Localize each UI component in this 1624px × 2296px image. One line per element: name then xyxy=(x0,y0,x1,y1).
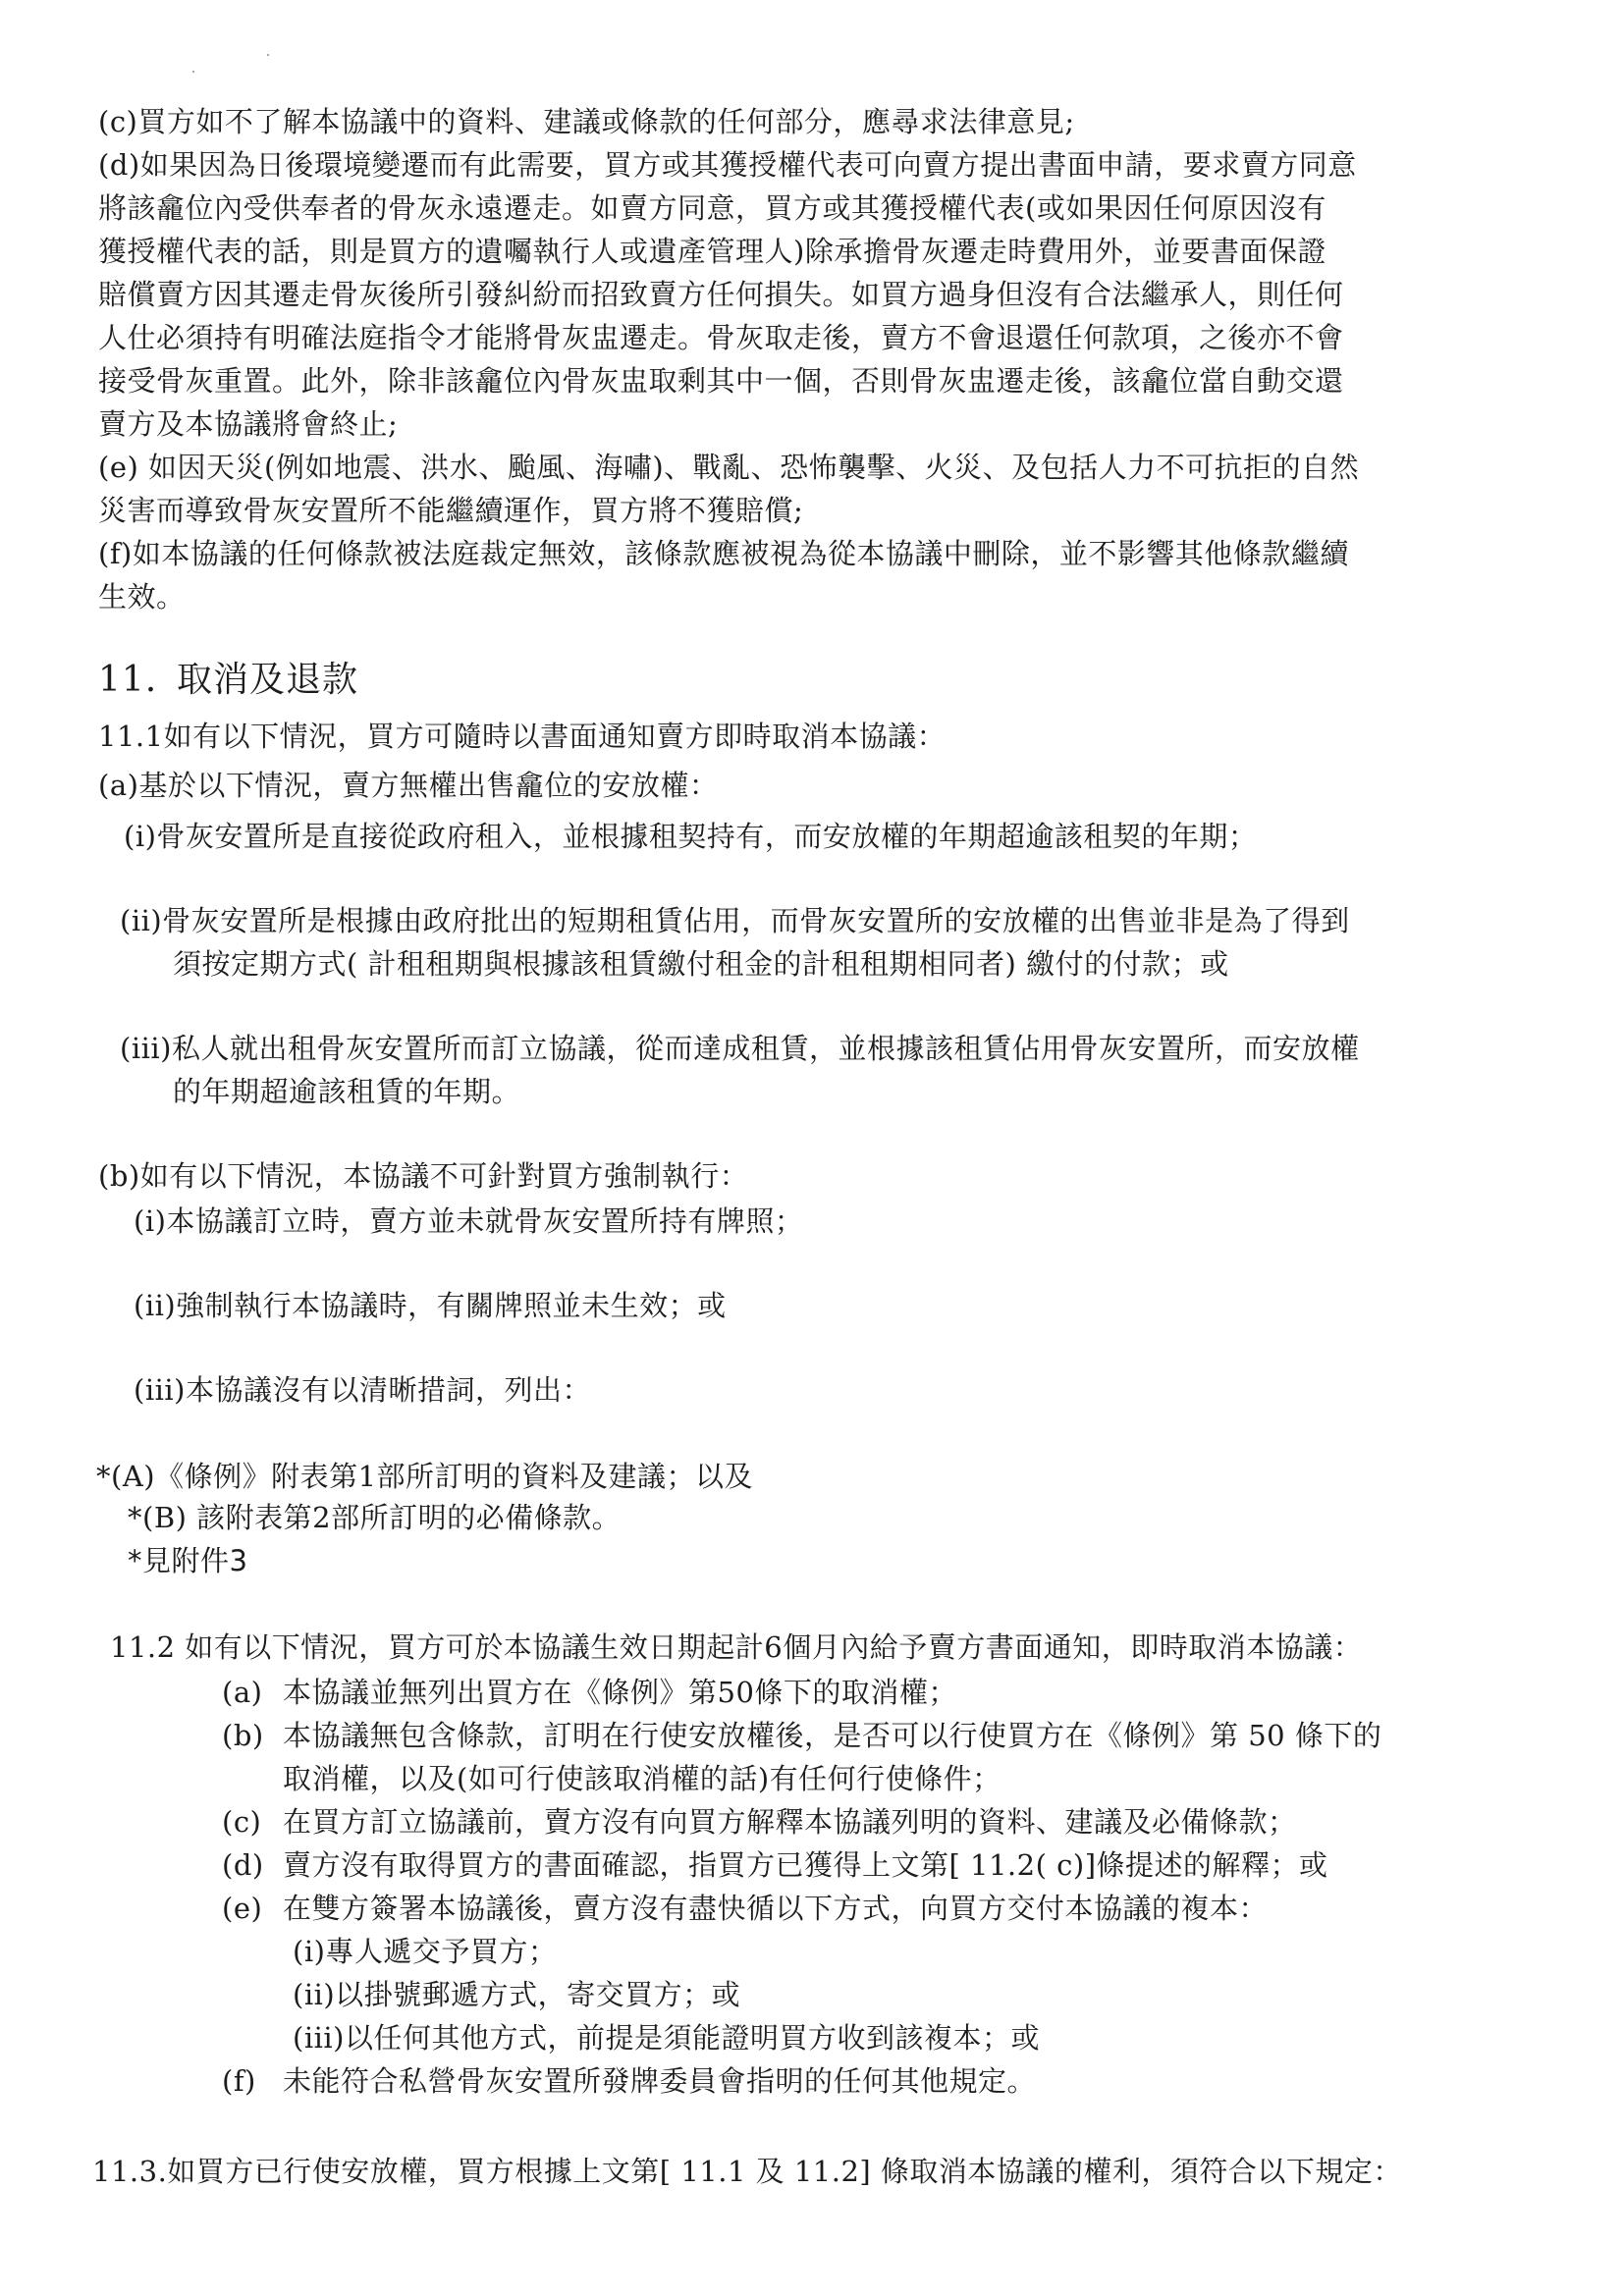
clause-10d-line: 賣方及本協議將會終止; xyxy=(98,407,399,441)
clause-10d-line: (d)如果因為日後環境變遷而有此需要，買方或其獲授權代表可向賣方提出書面申請，要求賣方同意 xyxy=(98,148,1357,182)
item-text: 未能符合私營骨灰安置所發牌委員會指明的任何其他規定。 xyxy=(283,2064,1037,2098)
clause-11-1-intro: 11.1如有以下情況，買方可隨時以書面通知賣方即時取消本協議： xyxy=(98,720,947,753)
clause-10e-line: 災害而導致骨灰安置所不能繼續運作，買方將不獲賠償; xyxy=(98,494,804,527)
clause-10d-line: 接受骨灰重置。此外，除非該龕位內骨灰盅取剩其中一個，否則骨灰盅遷走後，該龕位當自動交還 xyxy=(98,364,1344,398)
clause-11-1a-i: (i)骨灰安置所是直接從政府租入，並根據租契持有，而安放權的年期超逾該租契的年期； xyxy=(124,820,1258,853)
item-mark: (f) xyxy=(222,2064,256,2098)
clause-11-1a-iii-cont: 的年期超逾該租賃的年期。 xyxy=(173,1075,521,1108)
clause-11-1a-intro: (a)基於以下情況，賣方無權出售龕位的安放權： xyxy=(98,769,719,802)
clause-10d-line: 將該龕位內受供奉者的骨灰永遠遷走。如賣方同意，買方或其獲授權代表(或如果因任何原因沒有 xyxy=(98,191,1326,225)
annex-note: *見附件3 xyxy=(128,1544,248,1577)
clause-11-3-intro: 11.3.如買方已行使安放權，買方根據上文第[ 11.1 及 11.2] 條取消本協議的權利，須符合以下規定： xyxy=(92,2155,1402,2188)
section-number: 11. xyxy=(98,660,158,700)
clause-10d-line: 人仕必須持有明確法庭指令才能將骨灰盅遷走。骨灰取走後，賣方不會退還任何款項，之後亦不會 xyxy=(98,321,1344,354)
clause-10f-line: 生效。 xyxy=(98,580,186,614)
clause-11-2a xyxy=(222,1671,957,1714)
clause-11-1b-intro: (b)如有以下情況，本協議不可針對買方強制執行： xyxy=(98,1159,749,1193)
clause-10c: (c)買方如不了解本協議中的資料、建議或條款的任何部分，應尋求法律意見; xyxy=(98,105,1075,138)
clause-11-2b xyxy=(222,1714,1381,1757)
item-text: 本協議無包含條款，訂明在行使安放權後，是否可以行使買方在《條例》第 50 條下的 xyxy=(283,1719,1382,1752)
clause-11-2e-iii: (iii)以任何其他方式，前提是須能證明買方收到該複本；或 xyxy=(293,2021,1040,2055)
item-text: 在買方訂立協議前，賣方沒有向買方解釋本協議列明的資料、建議及必備條款； xyxy=(283,1805,1297,1839)
clause-11-2f xyxy=(222,2059,1036,2103)
clause-11-1b-i: (i)本協議訂立時，賣方並未就骨灰安置所持有牌照； xyxy=(134,1204,804,1238)
scan-speck xyxy=(267,54,269,56)
clause-11-2e-ii: (ii)以掛號郵遞方式，寄交買方；或 xyxy=(293,1978,741,2011)
clause-11-1b-ii: (ii)強制執行本協議時，有關牌照並未生效；或 xyxy=(134,1289,727,1322)
section-11-heading xyxy=(98,656,358,705)
item-text: 本協議並無列出買方在《條例》第50條下的取消權； xyxy=(283,1676,957,1709)
clause-10d-line: 獲授權代表的話，則是買方的遺囑執行人或遺產管理人)除承擔骨灰遷走時費用外，並要書面保證 xyxy=(98,235,1326,268)
item-mark: (c) xyxy=(222,1805,262,1839)
clause-11-1a-ii-cont: 須按定期方式( 計租租期與根據該租賃繳付租金的計租租期相同者) 繳付的付款；或 xyxy=(173,947,1229,981)
clause-11-1b-star-b: *(B) 該附表第2部所訂明的必備條款。 xyxy=(128,1501,622,1534)
item-mark: (d) xyxy=(222,1848,264,1882)
clause-11-2d xyxy=(222,1843,1328,1887)
clause-10d-line: 賠償賣方因其遷走骨灰後所引發糾紛而招致賣方任何損失。如買方過身但沒有合法繼承人，則任何 xyxy=(98,278,1344,311)
item-mark: (a) xyxy=(222,1676,263,1709)
clause-11-2e-i: (i)專人遞交予買方； xyxy=(293,1935,558,1968)
item-text: 在雙方簽署本協議後，賣方沒有盡快循以下方式，向買方交付本協議的複本： xyxy=(283,1892,1269,1925)
scan-speck xyxy=(192,71,194,73)
section-title: 取消及退款 xyxy=(177,660,359,700)
clause-11-1b-iii: (iii)本協議沒有以清晰措詞，列出： xyxy=(134,1373,591,1407)
clause-10e-line: (e) 如因天災(例如地震、洪水、颱風、海嘯)、戰亂、恐怖襲擊、火災、及包括人力不可抗拒的自然 xyxy=(98,451,1360,484)
clause-11-1a-ii: (ii)骨灰安置所是根據由政府批出的短期租賃佔用，而骨灰安置所的安放權的出售並非是為了得到 xyxy=(120,904,1350,937)
clause-11-2b-cont xyxy=(222,1757,1001,1800)
clause-11-1a-iii: (iii)私人就出租骨灰安置所而訂立協議，從而達成租賃，並根據該租賃佔用骨灰安置所，而安放權 xyxy=(120,1032,1360,1065)
clause-11-2c xyxy=(222,1800,1297,1843)
clause-11-2e xyxy=(222,1887,1268,1930)
item-mark: (b) xyxy=(222,1719,264,1752)
item-mark: (e) xyxy=(222,1892,263,1925)
item-text: 賣方沒有取得買方的書面確認，指買方已獲得上文第[ 11.2( c)]條提述的解釋；或 xyxy=(283,1848,1328,1882)
clause-10f-line: (f)如本協議的任何條款被法庭裁定無效，該條款應被視為從本協議中刪除，並不影響其他條款繼續 xyxy=(98,537,1349,570)
clause-11-1b-star-a: *(A)《條例》附表第1部所訂明的資料及建議；以及 xyxy=(96,1460,754,1493)
item-text: 取消權，以及(如可行使該取消權的話)有任何行使條件； xyxy=(283,1762,1001,1795)
clause-11-2-intro: 11.2 如有以下情況，買方可於本協議生效日期起計6個月內給予賣方書面通知，即時取消本協議： xyxy=(110,1630,1363,1664)
